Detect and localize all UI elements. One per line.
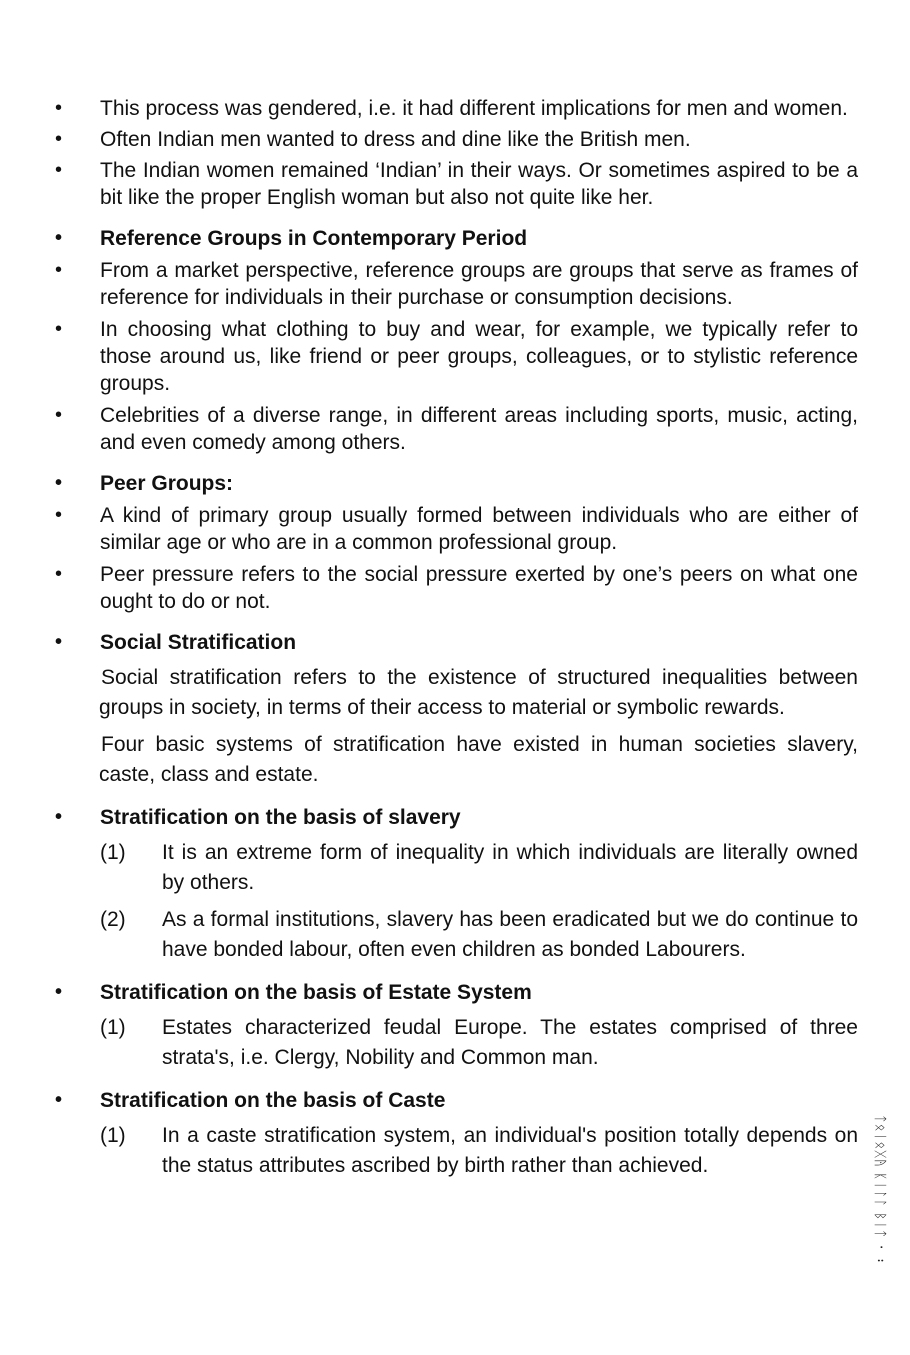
- section-heading: [0, 470, 858, 497]
- section-heading: [0, 804, 858, 831]
- bullet: •: [55, 1089, 63, 1111]
- list-item: [0, 95, 858, 122]
- bullet: •: [55, 318, 63, 340]
- item-number: (1): [100, 1124, 126, 1147]
- heading-text: Stratification on the basis of slavery: [100, 806, 461, 829]
- numbered-item: [0, 905, 858, 965]
- paragraph: Four basic systems of stratification have existed in human societies slavery, caste, class and estate.: [99, 733, 858, 786]
- heading-text: Social Stratification: [100, 631, 297, 654]
- heading-text: Stratification on the basis of Estate System: [100, 981, 532, 1004]
- item-number: (2): [100, 908, 126, 931]
- list-item: [0, 316, 858, 397]
- item-text: Estates characterized feudal Europe. The estates comprised of three strata's, i.e. Clergy, Nobility and Common man.: [162, 1016, 858, 1069]
- item-text: In choosing what clothing to buy and wear, for example, we typically refer to those around us, like friend or peer groups, colleagues, or to stylistic reference groups.: [100, 318, 858, 395]
- item-text: The Indian women remained ‘Indian’ in their ways. Or sometimes aspired to be a bit like the proper English woman but also not quite like her.: [100, 159, 858, 209]
- bullet: •: [55, 259, 63, 281]
- item-text: From a market perspective, reference groups are groups that serve as frames of reference for individuals in their purchase or consumption decisions.: [100, 259, 858, 309]
- list-item: [0, 561, 858, 615]
- item-text: Peer pressure refers to the social pressure exerted by one’s peers on what one ought to do or not.: [100, 563, 858, 613]
- item-number: (1): [100, 1016, 126, 1039]
- heading-text: Peer Groups:: [100, 472, 234, 495]
- section-heading: [0, 629, 858, 656]
- bullet: •: [55, 97, 63, 119]
- section-heading: [0, 225, 858, 252]
- item-number: (1): [100, 841, 126, 864]
- margin-stamp: [868, 1115, 896, 1295]
- item-text: Celebrities of a diverse range, in different areas including sports, music, acting, and even comedy among others.: [100, 404, 858, 454]
- bullet: •: [55, 128, 63, 150]
- list-item: [0, 502, 858, 556]
- numbered-item: [0, 1121, 858, 1181]
- margin-stamp-text: ᛏᛟᛁᛟᚷᚤ ᛕᛁᛚᛚ ᛒᛁᛏ ᛫ ᛬: [873, 1115, 888, 1266]
- section-heading: [0, 1087, 858, 1114]
- item-text: In a caste stratification system, an individual's position totally depends on the status attributes ascribed by birth rather than achieved.: [162, 1124, 858, 1177]
- list-item: [0, 126, 858, 153]
- item-text: It is an extreme form of inequality in which individuals are literally owned by others.: [162, 841, 858, 894]
- bullet: •: [55, 504, 63, 526]
- paragraph: Social stratification refers to the existence of structured inequalities between groups in society, in terms of their access to material or symbolic rewards.: [99, 666, 858, 719]
- numbered-item: [0, 838, 858, 898]
- item-text: This process was gendered, i.e. it had different implications for men and women.: [100, 97, 848, 120]
- bullet: •: [55, 563, 63, 585]
- item-text: Often Indian men wanted to dress and dine like the British men.: [100, 128, 691, 151]
- list-item: [0, 157, 858, 211]
- numbered-item: [0, 1013, 858, 1073]
- bullet: •: [55, 631, 63, 653]
- bullet: •: [55, 404, 63, 426]
- heading-text: Stratification on the basis of Caste: [100, 1089, 446, 1112]
- bullet: •: [55, 159, 63, 181]
- item-text: As a formal institutions, slavery has been eradicated but we do continue to have bonded labour, often even children as bonded Labourers.: [162, 908, 858, 961]
- list-item: [0, 402, 858, 456]
- bullet: •: [55, 227, 63, 249]
- bullet: •: [55, 806, 63, 828]
- section-heading: [0, 979, 858, 1006]
- bullet: •: [55, 472, 63, 494]
- item-text: A kind of primary group usually formed between individuals who are either of similar age or who are in a common professional group.: [100, 504, 858, 554]
- bullet: •: [55, 981, 63, 1003]
- heading-text: Reference Groups in Contemporary Period: [100, 227, 528, 250]
- list-item: [0, 257, 858, 311]
- document-page: [0, 95, 910, 1181]
